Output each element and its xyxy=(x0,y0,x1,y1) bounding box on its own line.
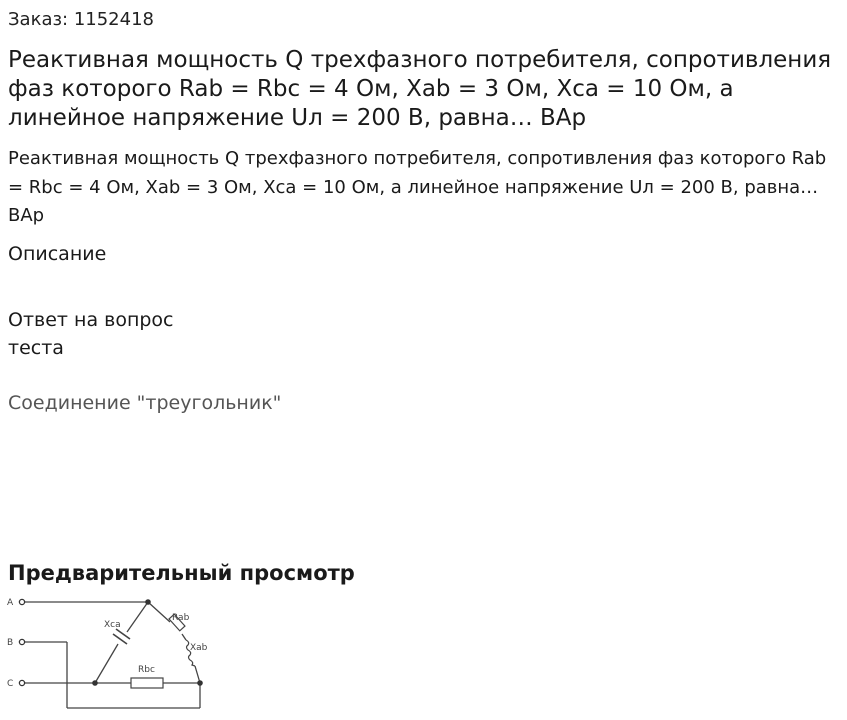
answer-label: Ответ на вопрос теста xyxy=(8,309,174,359)
resistor-icon xyxy=(131,678,163,688)
circuit-diagram xyxy=(4,592,214,717)
question-text: Реактивная мощность Q трехфазного потребителя, сопротивления фаз которого Rab = Rbc = 4 Ом, Xab = 3 Ом, Xca = 10 Ом, а линейное напряжение Uл = 200 В, равна… ВАр xyxy=(8,148,827,226)
description-heading: Описание xyxy=(8,243,107,265)
label-c: C xyxy=(7,679,14,689)
label-xca: Xca xyxy=(104,620,121,630)
label-rab: Rab xyxy=(172,613,190,623)
answer-value: Соединение "треугольник" xyxy=(8,392,282,414)
node-dot xyxy=(92,680,98,686)
page-title: Реактивная мощность Q трехфазного потребителя, сопротивления фаз которого Rab = Rbc = 4 Ом, Xab = 3 Ом, Xca = 10 Ом, а линейное напряжение Uл = 200 В, равна… ВАр xyxy=(8,47,832,131)
label-a: A xyxy=(7,598,14,608)
label-b: B xyxy=(7,638,14,648)
terminal-c-icon xyxy=(19,680,24,685)
label-rbc: Rbc xyxy=(138,665,155,675)
order-number: Заказ: 1152418 xyxy=(8,9,154,30)
terminal-b-icon xyxy=(19,639,24,644)
node-dot xyxy=(197,680,203,686)
terminal-a-icon xyxy=(19,599,24,604)
node-dot xyxy=(145,599,151,605)
preview-heading: Предварительный просмотр xyxy=(8,561,355,585)
label-xab: Xab xyxy=(190,643,208,653)
